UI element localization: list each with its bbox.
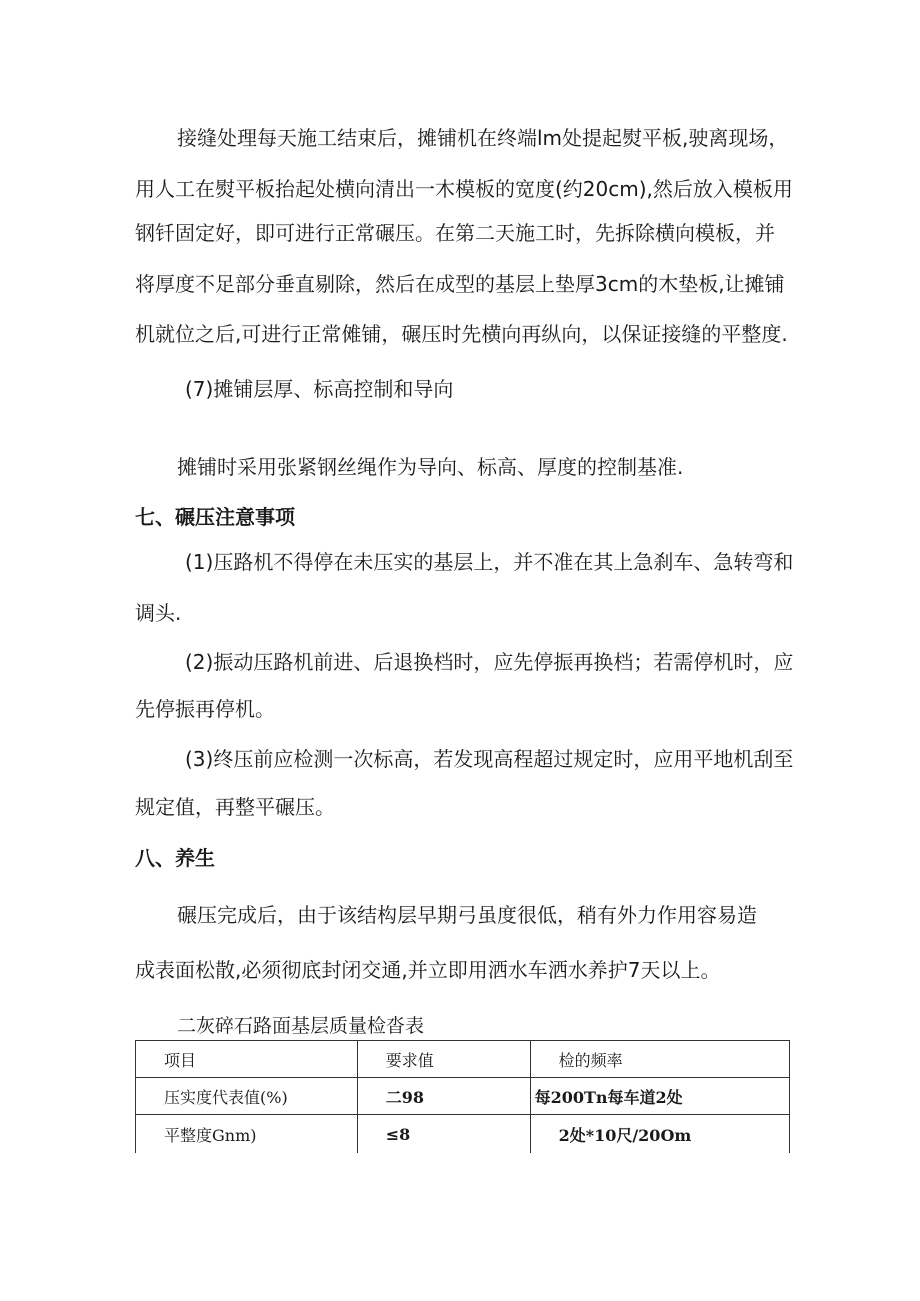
s7-p1-line-2: 调头. xyxy=(135,601,182,625)
quality-check-table xyxy=(135,1040,790,1153)
cell-compaction-value: 二98 xyxy=(357,1078,530,1115)
header-required-value: 要求值 xyxy=(357,1041,530,1078)
cell-flatness-frequency: 2处*10尺/20Om xyxy=(530,1115,789,1154)
s7-p2-line-2: 先停振再停机。 xyxy=(135,697,275,721)
table-row xyxy=(136,1078,790,1115)
s8-line-2: 成表面松散,必须彻底封闭交通,并立即用洒水车洒水养护7天以上。 xyxy=(135,958,721,982)
table-caption: 二灰碎石路面基层质量检沓表 xyxy=(177,1015,425,1037)
section8-heading: 八、养生 xyxy=(135,846,215,870)
item7-title: (7)摊铺层厚、标高控制和导向 xyxy=(185,377,454,401)
joint-line-3: 钢钎固定好，即可进行正常碾压。在第二天施工时，先拆除横向模板，并 xyxy=(135,221,775,245)
s7-p1-line-1: (1)压路机不得停在未压实的基层上，并不准在其上急刹车、急转弯和 xyxy=(185,550,794,574)
cell-flatness-value: ≤8 xyxy=(357,1115,530,1154)
joint-line-1: 接缝处理每天施工结束后，摊铺机在终端lm处提起熨平板,驶离现场， xyxy=(177,126,789,150)
item7-body: 摊铺时采用张紧钢丝绳作为导向、标高、厚度的控制基准. xyxy=(177,455,684,479)
table-header-row xyxy=(136,1041,790,1078)
header-item: 项目 xyxy=(136,1041,358,1078)
section7-heading: 七、碾压注意事项 xyxy=(135,505,295,529)
joint-line-5: 机就位之后,可进行正常傩铺，碾压时先横向再纵向，以保证接缝的平整度. xyxy=(135,322,788,346)
s8-line-1: 碾压完成后，由于该结构层早期弓虽度很低，稍有外力作用容易造 xyxy=(177,903,757,927)
cell-compaction-label: 压实度代表值(%) xyxy=(136,1078,358,1115)
joint-line-2: 用人工在熨平板抬起处横向清出一木模板的宽度(约20cm),然后放入模板用 xyxy=(135,177,793,201)
cell-flatness-label: 平整度Gnm) xyxy=(136,1115,358,1154)
s7-p3-line-1: (3)终压前应检测一次标高，若发现高程超过规定时，应用平地机刮至 xyxy=(185,747,794,771)
joint-line-4: 将厚度不足部分垂直剔除，然后在成型的基层上垫厚3cm的木垫板,让摊铺 xyxy=(135,272,785,296)
cell-compaction-frequency: 每200Tn每车道2处 xyxy=(530,1078,789,1115)
s7-p2-line-1: (2)振动压路机前进、后退换档时，应先停振再换档；若需停机时，应 xyxy=(185,650,794,674)
s7-p3-line-2: 规定值，再整平碾压。 xyxy=(135,795,335,819)
header-frequency: 检的频率 xyxy=(530,1041,789,1078)
table-row xyxy=(136,1115,790,1154)
